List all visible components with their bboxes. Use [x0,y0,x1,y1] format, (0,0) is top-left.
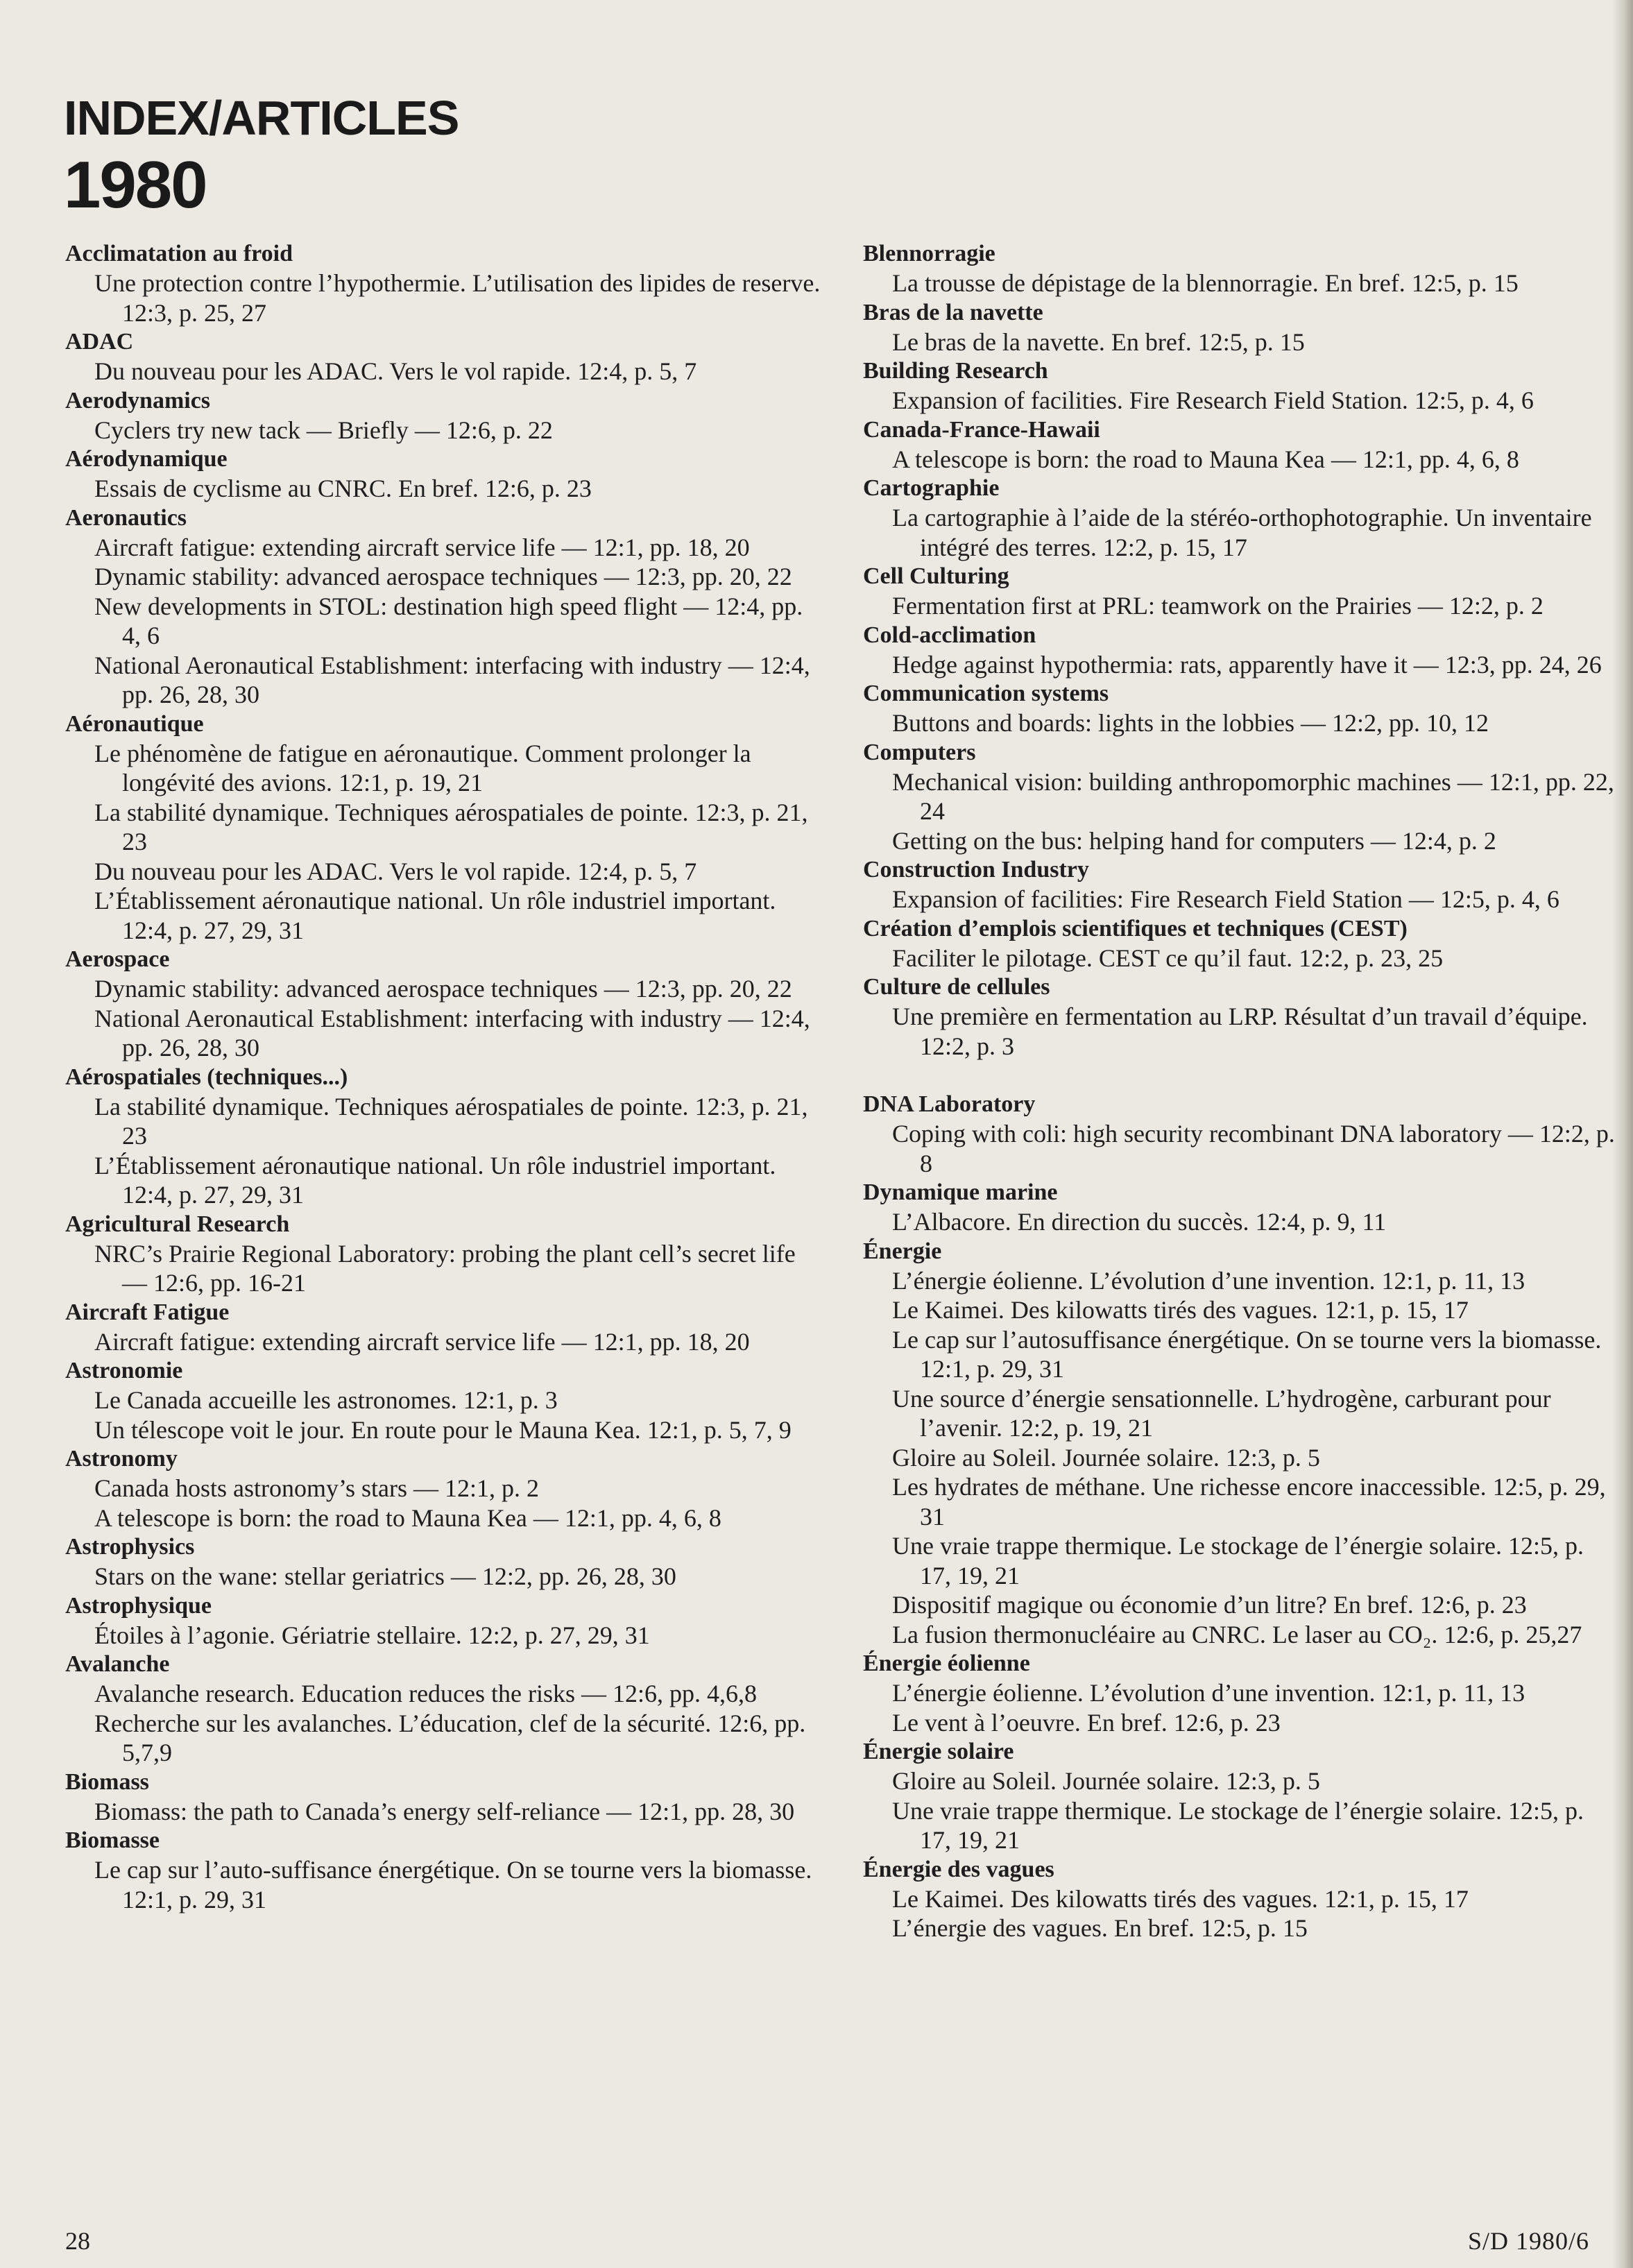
index-column-left [65,239,821,1914]
index-entry [65,1210,821,1298]
index-citation: Biomass: the path to Canada’s energy self-reliance — 12:1, pp. 28, 30 [94,1797,795,1825]
index-heading: Cartographie [863,475,1000,501]
index-entry [65,445,821,504]
index-entry [863,1178,1619,1237]
index-citation: Les hydrates de méthane. Une richesse encore inaccessible. 12:5, p. 29, 31 [892,1473,1606,1531]
index-citation: Dispositif magique ou économie d’un litre? En bref. 12:6, p. 23 [892,1591,1527,1619]
index-heading: Astrophysics [65,1534,195,1560]
index-entry [65,1768,821,1827]
index-heading: Construction Industry [863,857,1089,883]
index-heading: Dynamique marine [863,1179,1058,1205]
index-citation: Un télescope voit le jour. En route pour le Mauna Kea. 12:1, p. 5, 7, 9 [94,1415,792,1444]
index-entry [863,1237,1619,1650]
index-heading: Aérodynamique [65,446,228,472]
index-heading: Énergie [863,1238,942,1264]
issue-label: S/D 1980/6 [1468,2227,1590,2255]
index-heading: Biomasse [65,1827,160,1853]
index-entry [65,710,821,946]
index-entry [863,357,1619,416]
index-citation: Aircraft fatigue: extending aircraft service life — 12:1, pp. 18, 20 [94,533,750,561]
page-header [64,89,459,223]
index-citation: National Aeronautical Establishment: interfacing with industry — 12:4, pp. 26, 28, 30 [94,1004,810,1061]
index-citation: Une première en fermentation au LRP. Résultat d’un travail d’équipe. 12:2, p. 3 [892,1003,1588,1060]
index-citation: New developments in STOL: destination high speed flight — 12:4, pp. 4, 6 [94,592,803,649]
index-heading: Culture de cellules [863,974,1050,1000]
index-column-right [863,239,1619,1943]
index-citation: Le cap sur l’autosuffisance énergétique. On se tourne vers la biomasse. 12:1, p. 29, 31 [892,1325,1602,1383]
index-entry [863,621,1619,680]
index-entry [863,1649,1619,1737]
index-entry [65,945,821,1063]
index-citation: A telescope is born: the road to Mauna Kea — 12:1, pp. 4, 6, 8 [94,1503,721,1532]
index-citation: Dynamic stability: advanced aerospace techniques — 12:3, pp. 20, 22 [94,975,792,1003]
index-citation: Le Canada accueille les astronomes. 12:1, p. 3 [94,1386,558,1414]
index-citation: La trousse de dépistage de la blennorragie. En bref. 12:5, p. 15 [892,269,1519,297]
index-citation: Aircraft fatigue: extending aircraft service life — 12:1, pp. 18, 20 [94,1327,750,1356]
index-citation: La stabilité dynamique. Techniques aérospatiales de pointe. 12:3, p. 21, 23 [94,798,808,855]
index-citation: Le cap sur l’auto-suffisance énergétique. On se tourne vers la biomasse. 12:1, p. 29, 31 [94,1856,812,1913]
index-citation: La stabilité dynamique. Techniques aérospatiales de pointe. 12:3, p. 21, 23 [94,1092,808,1150]
index-entry [65,1533,821,1592]
index-heading: Astrophysique [65,1592,212,1619]
index-entry [65,239,821,327]
index-heading: Cell Culturing [863,563,1009,589]
index-citation: Cyclers try new tack — Briefly — 12:6, p. 22 [94,416,553,444]
index-heading: Cold-acclimation [863,622,1036,648]
page-title: INDEX/ARTICLES [64,91,459,145]
index-entry [65,327,821,386]
index-heading: Astronomie [65,1358,183,1383]
index-entry [863,1090,1619,1178]
index-entry [863,474,1619,562]
index-heading: Bras de la navette [863,299,1043,325]
index-citation: Coping with coli: high security recombinant DNA laboratory — 12:2, p. 8 [892,1120,1615,1177]
index-citation: L’Établissement aéronautique national. Un rôle industriel important. 12:4, p. 27, 29, 31 [94,887,776,944]
index-heading: Aérospatiales (techniques...) [65,1064,348,1090]
index-citation: Une protection contre l’hypothermie. L’utilisation des lipides de reserve. 12:3, p. 25, 27 [94,269,821,327]
index-heading: Agricultural Research [65,1211,290,1237]
index-heading: DNA Laboratory [863,1091,1036,1117]
index-entry [65,1826,821,1914]
index-entry [65,1444,821,1533]
index-heading: Computers [863,739,976,765]
index-citation: La cartographie à l’aide de la stéréo-orthophotographie. Un inventaire intégré des terres. 12:2, p. 15, 17 [892,504,1592,561]
index-citation: Gloire au Soleil. Journée solaire. 12:3, p. 5 [892,1767,1320,1795]
index-citation: Fermentation first at PRL: teamwork on the Prairies — 12:2, p. 2 [892,592,1544,620]
index-heading: Blennorragie [863,241,995,266]
index-heading: Aircraft Fatigue [65,1299,230,1325]
index-heading: Aeronautics [65,504,187,531]
index-entry [863,973,1619,1061]
index-entry [863,855,1619,914]
index-citation: Avalanche research. Education reduces the risks — 12:6, pp. 4,6,8 [94,1680,758,1707]
index-citation: A telescope is born: the road to Mauna Kea — 12:1, pp. 4, 6, 8 [892,445,1519,473]
index-citation: L’Albacore. En direction du succès. 12:4, p. 9, 11 [892,1208,1387,1236]
index-entry [863,239,1619,298]
index-heading: Création d’emplois scientifiques et techniques (CEST) [863,915,1408,941]
index-heading: Astronomy [65,1446,178,1472]
index-citation: National Aeronautical Establishment: interfacing with industry — 12:4, pp. 26, 28, 30 [94,651,810,708]
page-year: 1980 [64,148,207,222]
index-heading: Énergie éolienne [863,1651,1030,1676]
index-citation: Hedge against hypothermia: rats, apparently have it — 12:3, pp. 24, 26 [892,650,1602,679]
index-citation: L’énergie des vagues. En bref. 12:5, p. 15 [892,1914,1308,1942]
index-citation: Étoiles à l’agonie. Gériatrie stellaire. 12:2, p. 27, 29, 31 [94,1621,650,1649]
index-citation: Le bras de la navette. En bref. 12:5, p. 15 [892,327,1305,356]
index-entry [65,1298,821,1357]
index-heading: Canada-France-Hawaii [863,416,1100,443]
index-entry [65,1592,821,1651]
index-citation: Expansion of facilities: Fire Research Field Station — 12:5, p. 4, 6 [892,885,1559,913]
index-entry [65,1063,821,1210]
index-heading: Aéronautique [65,710,204,737]
index-heading: Aerospace [65,946,170,972]
index-heading: Building Research [863,358,1048,384]
index-citation: L’énergie éolienne. L’évolution d’une invention. 12:1, p. 11, 13 [892,1266,1525,1295]
index-citation: Essais de cyclisme au CNRC. En bref. 12:6, p. 23 [94,475,592,502]
index-heading: Avalanche [65,1651,170,1677]
index-heading: Énergie des vagues [863,1856,1054,1882]
index-citation: Stars on the wane: stellar geriatrics — 12:2, pp. 26, 28, 30 [94,1562,676,1590]
index-entry [863,679,1619,738]
index-citation: L’énergie éolienne. L’évolution d’une invention. 12:1, p. 11, 13 [892,1679,1525,1707]
index-citation: Du nouveau pour les ADAC. Vers le vol rapide. 12:4, p. 5, 7 [94,857,697,885]
index-entry [863,298,1619,357]
index-citation: Le Kaimei. Des kilowatts tirés des vagues. 12:1, p. 15, 17 [892,1296,1469,1324]
index-entry [65,1650,821,1768]
index-citation: Mechanical vision: building anthropomorphic machines — 12:1, pp. 22, 24 [892,767,1614,825]
index-citation: Le phénomène de fatigue en aéronautique. Comment prolonger la longévité des avions. 12:1, p. 19, 21 [94,739,751,796]
index-heading: ADAC [65,329,134,355]
index-entry [863,914,1619,973]
index-citation: Gloire au Soleil. Journée solaire. 12:3, p. 5 [892,1443,1320,1472]
index-entry [863,416,1619,475]
index-entry [65,504,821,710]
index-entry [863,1855,1619,1943]
index-citation: NRC’s Prairie Regional Laboratory: probing the plant cell’s secret life — 12:6, pp. 16-21 [94,1239,796,1297]
index-citation: Expansion of facilities. Fire Research Field Station. 12:5, p. 4, 6 [892,386,1534,414]
index-citation: Dynamic stability: advanced aerospace techniques — 12:3, pp. 20, 22 [94,563,792,590]
index-entry [65,1356,821,1444]
index-entry [863,1737,1619,1855]
index-heading: Acclimatation au froid [65,241,293,266]
index-citation: Buttons and boards: lights in the lobbies — 12:2, pp. 10, 12 [892,709,1489,737]
index-citation: Recherche sur les avalanches. L’éducation, clef de la sécurité. 12:6, pp. 5,7,9 [94,1709,806,1766]
page-number: 28 [65,2227,90,2255]
index-citation: Une vraie trappe thermique. Le stockage de l’énergie solaire. 12:5, p. 17, 19, 21 [892,1532,1584,1589]
index-heading: Aerodynamics [65,387,211,413]
index-citation: Du nouveau pour les ADAC. Vers le vol rapide. 12:4, p. 5, 7 [94,357,697,385]
index-citation: Faciliter le pilotage. CEST ce qu’il faut. 12:2, p. 23, 25 [892,944,1444,972]
index-entry [65,386,821,445]
index-citation: Une source d’énergie sensationnelle. L’hydrogène, carburant pour l’avenir. 12:2, p. 19, 21 [892,1384,1551,1442]
index-citation: Getting on the bus: helping hand for computers — 12:4, p. 2 [892,826,1496,855]
index-entry [863,738,1619,856]
index-heading: Énergie solaire [863,1739,1014,1764]
index-citation: Le Kaimei. Des kilowatts tirés des vagues. 12:1, p. 15, 17 [892,1884,1469,1913]
index-citation: Le vent à l’oeuvre. En bref. 12:6, p. 23 [892,1708,1281,1737]
index-citation: Une vraie trappe thermique. Le stockage de l’énergie solaire. 12:5, p. 17, 19, 21 [892,1796,1584,1854]
index-citation: La fusion thermonucléaire au CNRC. Le laser au CO₂. 12:6, p. 25,27 [892,1620,1582,1648]
index-citation: L’Établissement aéronautique national. Un rôle industriel important. 12:4, p. 27, 29, 31 [94,1151,776,1209]
index-heading: Biomass [65,1768,149,1795]
index-entry [863,562,1619,621]
index-heading: Communication systems [863,681,1109,706]
index-citation: Canada hosts astronomy’s stars — 12:1, p. 2 [94,1474,539,1502]
